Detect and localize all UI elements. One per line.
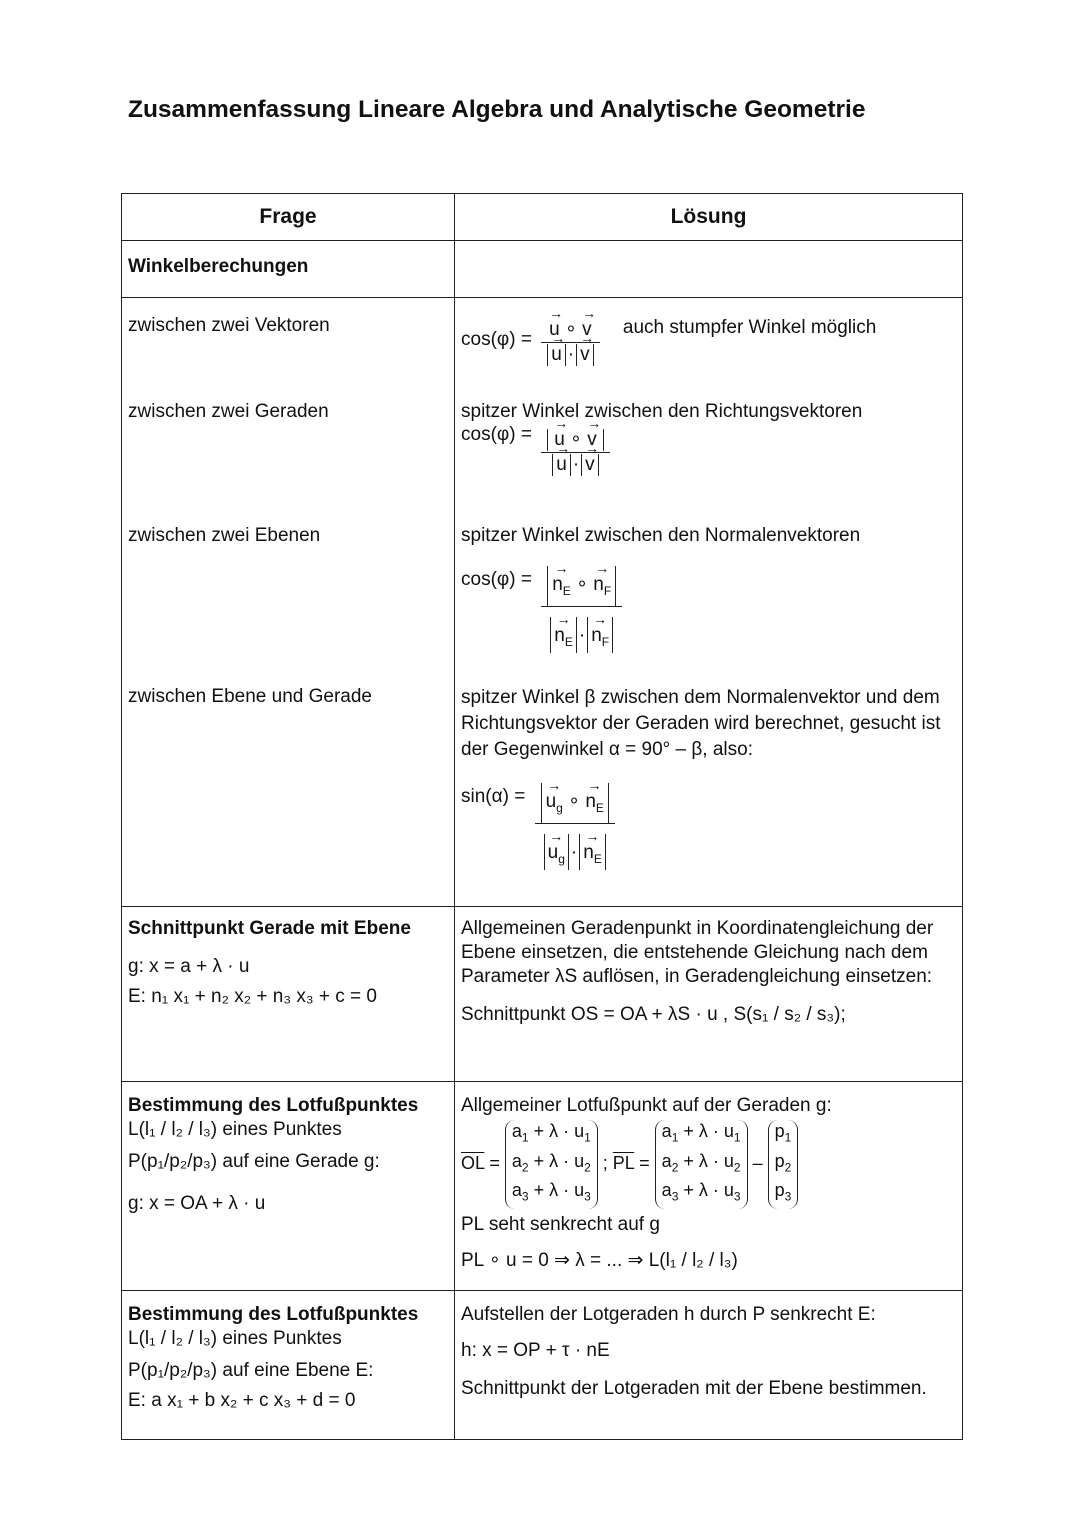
formula-fraction-3: → $n_E$ ∘ → $n_F$ → $n_E$ · → $n_F$	[541, 556, 622, 653]
frage-ebenen: zwischen zwei Ebenen	[128, 525, 321, 546]
loesung-vektoren	[461, 312, 956, 400]
formula-cos-lhs-2: cos(φ) =	[461, 423, 532, 445]
page-title: Zusammenfassung Lineare Algebra und Analytische Geometrie	[128, 96, 866, 123]
lot-gerade-senkrecht: PL seht senkrecht auf g	[461, 1213, 660, 1235]
formula-cos-lhs-3: cos(φ) =	[461, 569, 532, 591]
lot-ebene-title: Bestimmung des Lotfußpunktes	[128, 1304, 419, 1325]
formula-fraction-2: → u ∘ → v → u · → v	[541, 428, 610, 477]
lot-gerade-l1: L(l₁ / l₂ / l₃) eines Punktes	[128, 1119, 342, 1140]
frage-ebene-gerade: zwischen Ebene und Gerade	[128, 686, 372, 707]
matrix-p: $p_1$ $p_2$ $p_3$	[768, 1120, 799, 1209]
text-ebene-gerade: spitzer Winkel β zwischen dem Normalenvektor und dem Richtungsvektor der Geraden wird berechnet, gesucht ist der Gegenwinkel α = 90° – β, also:	[461, 687, 941, 760]
lot-gerade-final: PL ∘ u = 0 ⇒ λ = ... ⇒ L(l₁ / l₂ / l₃)	[461, 1249, 738, 1271]
lot-gerade-l2: P(p₁/p₂/p₃) auf eine Gerade g:	[128, 1151, 380, 1172]
formula-cos-lhs: cos(φ) =	[461, 328, 532, 350]
lot-ebene-loesung-l2: h: x = OP + τ · nE	[461, 1340, 610, 1361]
frage-vektoren: zwischen zwei Vektoren	[128, 315, 330, 336]
schnittpunkt-ebene: E: n₁ x₁ + n₂ x₂ + n₃ x₃ + c = 0	[128, 986, 377, 1007]
note-stumpf: auch stumpfer Winkel möglich	[622, 316, 877, 338]
lot-gerade-title: Bestimmung des Lotfußpunktes	[128, 1095, 419, 1116]
header-row	[122, 194, 963, 241]
row-winkel	[122, 298, 963, 907]
formula-denominator: → u · → v	[541, 342, 599, 367]
schnittpunkt-gerade: g: x = a + λ · u	[128, 956, 250, 977]
schnittpunkt-loesung: Allgemeinen Geradenpunkt in Koordinatengleichung der Ebene einsetzen, die entstehende Gleichung nach dem Parameter λS auflösen, in Geradengleichung einsetzen:	[461, 918, 934, 987]
matrix-pl: $a_1 + \lambda \cdot u_1$ $a_2 + \lambda \cdot u_2$ $a_3 + \lambda \cdot u_3$	[655, 1120, 748, 1209]
lot-gerade-l3: g: x = OA + λ · u	[128, 1193, 266, 1214]
section-title-winkel: Winkelberechungen	[128, 256, 309, 277]
header-frage: Frage	[122, 194, 455, 241]
formula-sin-lhs: sin(α) =	[461, 786, 526, 808]
loesung-geraden	[461, 400, 956, 524]
formula-fraction	[541, 310, 599, 367]
schnittpunkt-title: Schnittpunkt Gerade mit Ebene	[128, 918, 411, 939]
formula-numerator: → u ∘ → v	[541, 318, 599, 342]
lot-ebene-loesung-l1: Aufstellen der Lotgeraden h durch P senkrecht E:	[461, 1304, 876, 1325]
matrix-ol: $a_1 + \lambda \cdot u_1$ $a_2 + \lambda \cdot u_2$ $a_3 + \lambda \cdot u_3$	[505, 1120, 598, 1209]
lot-ebene-loesung-l3: Schnittpunkt der Lotgeraden mit der Ebene bestimmen.	[461, 1378, 927, 1399]
section-row-winkel	[122, 241, 963, 298]
lot-ebene-l1: L(l₁ / l₂ / l₃) eines Punktes	[128, 1328, 342, 1349]
lot-ebene-l2: P(p₁/p₂/p₃) auf eine Ebene E:	[128, 1360, 374, 1381]
row-lot-gerade	[122, 1082, 963, 1291]
loesung-ebenen	[461, 524, 956, 685]
text-geraden: spitzer Winkel zwischen den Richtungsvektoren	[461, 401, 863, 422]
schnittpunkt-result: Schnittpunkt OS = OA + λS · u , S(s₁ / s₂ / s₃);	[461, 1004, 846, 1025]
lot-ebene-l3: E: a x₁ + b x₂ + c x₃ + d = 0	[128, 1390, 356, 1411]
frage-geraden: zwischen zwei Geraden	[128, 401, 329, 422]
lot-gerade-loesung: Allgemeiner Lotfußpunkt auf der Geraden g:	[461, 1095, 832, 1116]
header-loesung: Lösung	[455, 194, 963, 241]
lot-gerade-matrix-row: $\overline{OL}$ = $a_1 + \lambda \cdot u_1$ $a_2 + \lambda \cdot u_2$ $a_3 + \lambda \cdot u_3$ ; $\overline{PL}$ = $a_1 + \lambda \cdot u_1$ $a_2 + \lambda \cdot u_2$ $a_3 + \lambda \cdot u_3$ – $p_1$ $p_2$ $p_3$	[461, 1120, 956, 1209]
row-schnittpunkt	[122, 907, 963, 1082]
loesung-ebene-gerade	[461, 685, 956, 870]
formula-fraction-4: → $u_g$ ∘ → $n_E$ → $u_g$ · → $n_E$	[535, 773, 615, 870]
summary-table	[121, 193, 963, 1440]
text-ebenen: spitzer Winkel zwischen den Normalenvektoren	[461, 525, 861, 546]
row-lot-ebene	[122, 1291, 963, 1440]
